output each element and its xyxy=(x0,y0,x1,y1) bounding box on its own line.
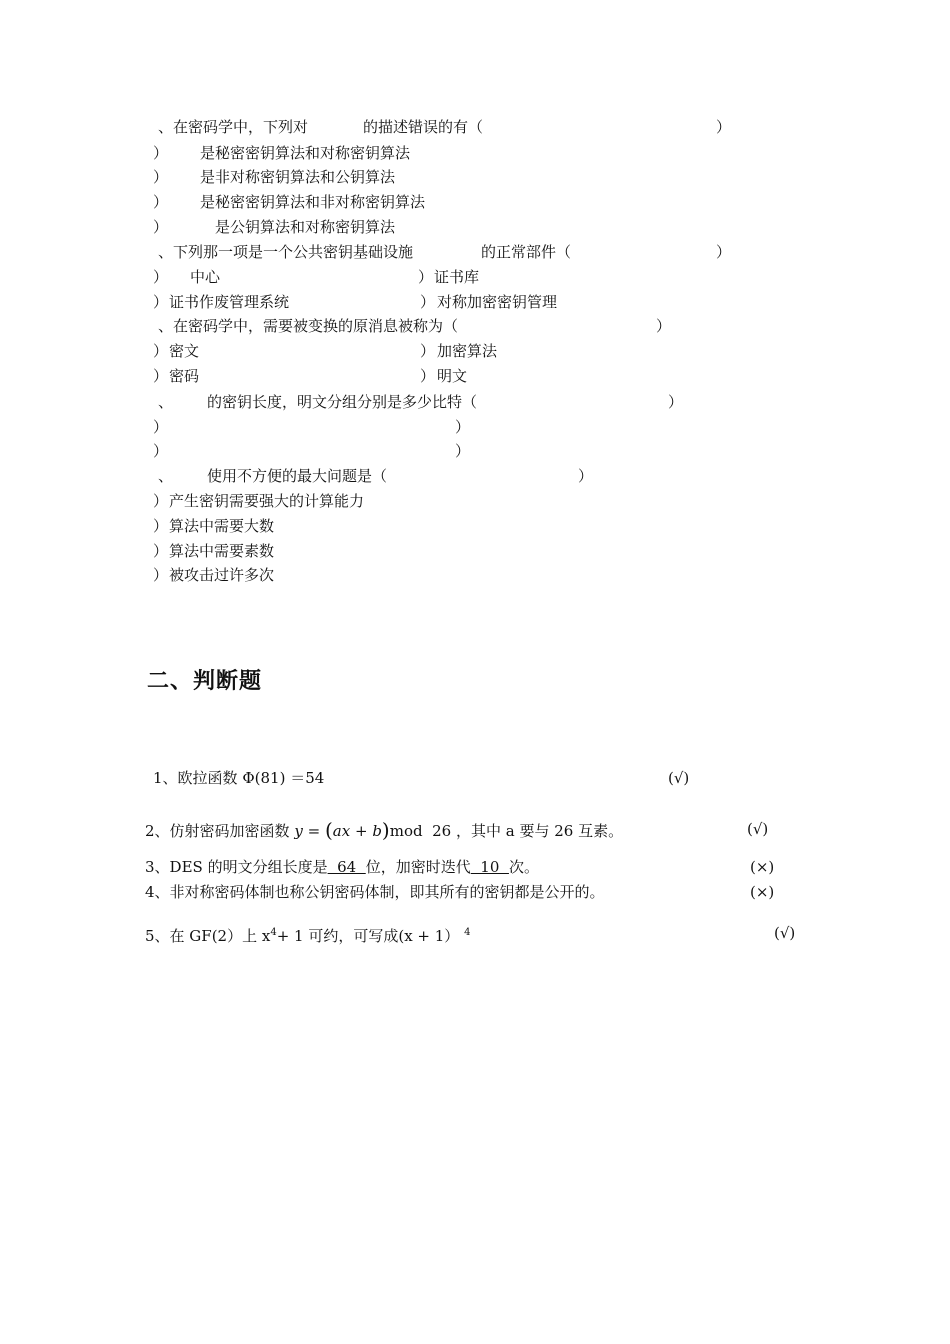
formula-plus: + xyxy=(354,822,368,840)
phi-arg: (81) xyxy=(254,769,286,787)
tf-item-3-mid: 位，加密时迭代 xyxy=(365,858,471,876)
q5-option-d: 被攻击过许多次 xyxy=(169,566,275,584)
q1-option-b: 是非对称密钥算法和公钥算法 xyxy=(200,168,396,186)
q2-option-c: 证书作废管理系统 xyxy=(169,293,290,311)
q2-option-a: 中心 xyxy=(190,268,221,286)
q3-option-d: 明文 xyxy=(437,367,468,385)
q1-option-c-paren: ） xyxy=(153,193,169,211)
q3-option-b: 加密算法 xyxy=(437,342,498,360)
q1-stem-2: 的描述错误的有（ xyxy=(363,118,484,136)
tf-item-1-answer: (√) xyxy=(668,769,690,787)
q5-option-a-paren: ） xyxy=(153,492,169,510)
tf-item-2-post: ，其中 a 要与 26 互素。 xyxy=(456,822,624,840)
q4-option-c-paren: ） xyxy=(153,442,169,460)
q1-option-a-paren: ） xyxy=(153,144,169,162)
section-title-true-false: 二、判断题 xyxy=(147,669,263,694)
q5-option-a: 产生密钥需要强大的计算能力 xyxy=(169,492,365,510)
q4-close-paren: ） xyxy=(668,393,684,411)
q5-stem: 、 xyxy=(158,467,174,485)
q3-option-b-paren: ） xyxy=(420,342,436,360)
q1-option-c: 是秘密密钥算法和非对称密钥算法 xyxy=(200,193,426,211)
tf-item-2-pre: 2、仿射密码加密函数 xyxy=(145,822,290,840)
q2-option-b: 证书库 xyxy=(434,268,480,286)
q2-option-a-paren: ） xyxy=(153,268,169,286)
q4-option-b-paren: ） xyxy=(455,418,471,436)
formula-mod: mod xyxy=(389,822,423,840)
tf-item-5 xyxy=(145,924,470,945)
q3-close-paren: ） xyxy=(656,317,672,335)
q2-stem: 、下列那一项是一个公共密钥基础设施 xyxy=(158,243,414,261)
q2-stem-2: 的正常部件（ xyxy=(481,243,572,261)
q3-option-a-paren: ） xyxy=(153,342,169,360)
q1-option-d-paren: ） xyxy=(153,218,169,236)
block-length-value: 64 xyxy=(327,858,366,876)
q5-option-c-paren: ） xyxy=(153,542,169,560)
tf-item-3-pre: 3、DES 的明文分组长度是 xyxy=(145,858,328,876)
q3-option-a: 密文 xyxy=(169,342,200,360)
formula-ax: ax xyxy=(332,822,351,840)
q5-stem-2: 使用不方便的最大问题是（ xyxy=(207,467,388,485)
formula-y: y xyxy=(294,822,303,840)
q3-stem: 、在密码学中，需要被变换的原消息被称为（ xyxy=(158,317,459,335)
tf-item-3 xyxy=(145,858,539,876)
tf-item-2-answer: (√) xyxy=(747,820,769,838)
rounds-value: 10 xyxy=(470,858,509,876)
phi-symbol: Φ xyxy=(242,769,255,787)
q3-option-d-paren: ） xyxy=(420,367,436,385)
q5-option-d-paren: ） xyxy=(153,566,169,584)
q2-option-d-paren: ） xyxy=(420,293,436,311)
q1-option-a: 是秘密密钥算法和对称密钥算法 xyxy=(200,144,411,162)
q3-option-c: 密码 xyxy=(169,367,200,385)
q1-stem: 、在密码学中，下列对 xyxy=(158,118,309,136)
tf-item-1-value: ＝54 xyxy=(290,769,325,787)
q2-close-paren: ） xyxy=(716,243,732,261)
formula-rparen: ) xyxy=(381,818,390,842)
q5-option-c: 算法中需要素数 xyxy=(169,542,275,560)
q4-option-a-paren: ） xyxy=(153,418,169,436)
exponent-2: 4 xyxy=(464,927,471,938)
tf-item-5-answer: (√) xyxy=(774,924,796,942)
exponent-1: 4 xyxy=(270,927,277,938)
q4-stem: 、 xyxy=(158,393,174,411)
q2-option-c-paren: ） xyxy=(153,293,169,311)
tf-item-3-post: 次。 xyxy=(508,858,539,876)
tf-item-4: 4、非对称密码体制也称公钥密码体制，即其所有的密钥都是公开的。 xyxy=(145,883,605,901)
formula-eq: = xyxy=(307,822,321,840)
q1-close-paren: ） xyxy=(716,118,732,136)
q1-option-b-paren: ） xyxy=(153,168,169,186)
q5-option-b-paren: ） xyxy=(153,517,169,535)
tf-item-3-answer: (×) xyxy=(750,858,775,876)
formula-modulus: 26 xyxy=(432,822,452,840)
q5-close-paren: ） xyxy=(578,467,594,485)
q4-option-d-paren: ） xyxy=(455,442,471,460)
tf-item-5-pre: 5、在 GF(2）上 x xyxy=(145,927,271,945)
formula-lparen: ( xyxy=(324,818,333,842)
tf-item-2 xyxy=(145,820,623,840)
tf-item-1 xyxy=(153,769,324,787)
tf-item-5-mid: + 1 可约，可写成(x + 1） xyxy=(276,927,460,945)
tf-item-4-answer: (×) xyxy=(750,883,775,901)
q1-option-d: 是公钥算法和对称密钥算法 xyxy=(215,218,396,236)
q2-option-d: 对称加密密钥管理 xyxy=(437,293,558,311)
q5-option-b: 算法中需要大数 xyxy=(169,517,275,535)
q4-stem-2: 的密钥长度，明文分组分别是多少比特（ xyxy=(207,393,478,411)
tf-item-1-text: 1、欧拉函数 xyxy=(153,769,238,787)
q2-option-b-paren: ） xyxy=(418,268,434,286)
q3-option-c-paren: ） xyxy=(153,367,169,385)
formula-b: b xyxy=(372,822,382,840)
